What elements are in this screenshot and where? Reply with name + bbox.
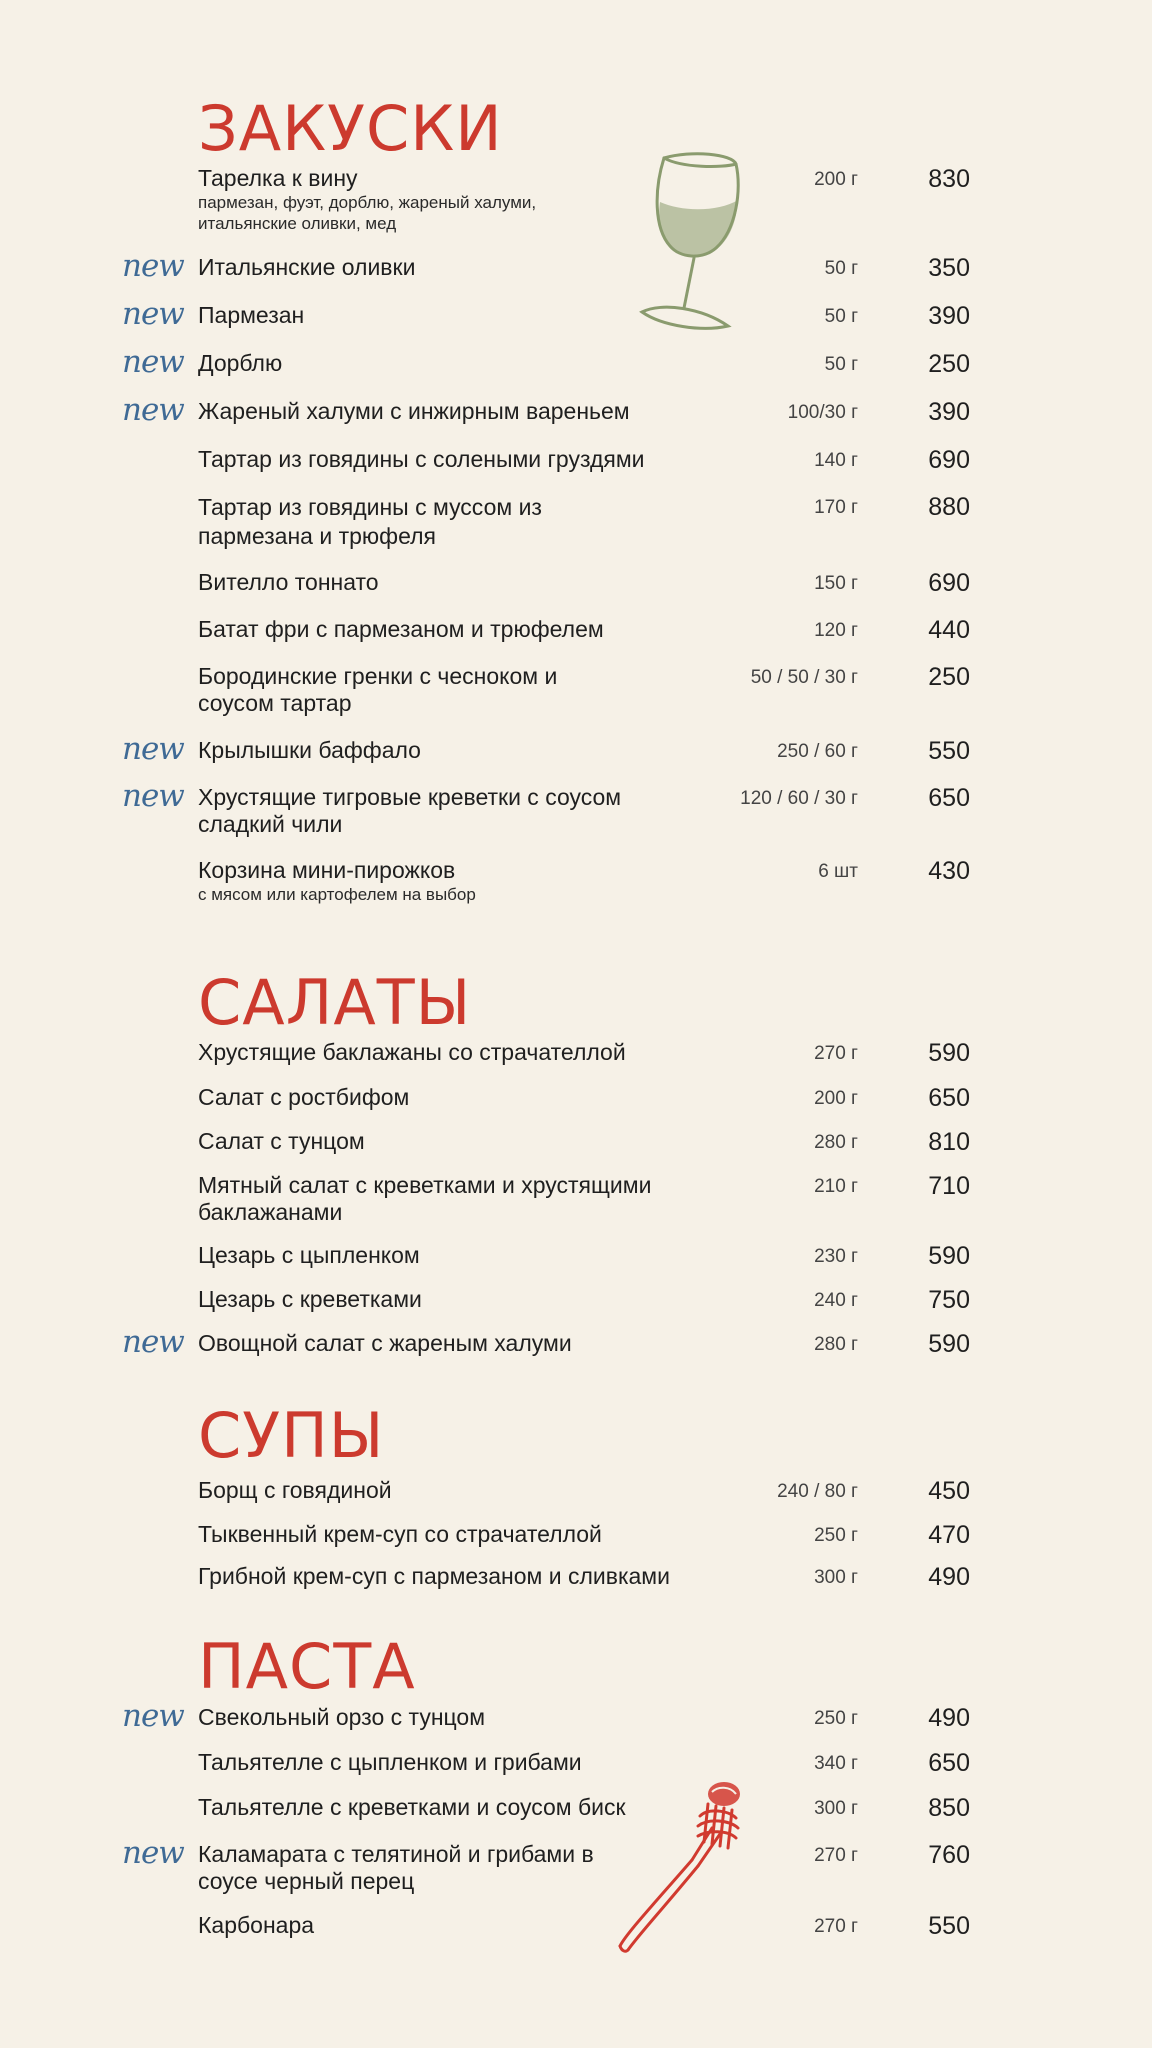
item-weight: 140 г <box>814 450 858 471</box>
item-name: Салат с ростбифом <box>198 1084 410 1110</box>
item-name: Карбонара <box>198 1912 315 1938</box>
item-weight: 50 / 50 / 30 г <box>750 667 858 688</box>
item-weight: 250 / 60 г <box>777 741 858 762</box>
item-weight: 50 г <box>824 354 858 375</box>
section-title-salads: САЛАТЫ <box>198 966 472 1039</box>
item-price: 550 <box>928 737 970 765</box>
item-name: Тальятелле с креветками и соусом биск <box>198 1794 626 1820</box>
item-weight: 210 г <box>814 1176 858 1197</box>
item-name: Мятный салат с креветками и хрустящими баклажанами <box>198 1172 652 1225</box>
item-weight: 250 г <box>814 1525 858 1546</box>
item-price: 590 <box>928 1330 970 1358</box>
item-weight: 270 г <box>814 1845 858 1866</box>
item-name: Тарелка к вину <box>198 165 358 191</box>
item-name: Цезарь с креветками <box>198 1286 422 1312</box>
item-price: 430 <box>928 857 970 885</box>
item-price: 710 <box>928 1172 970 1200</box>
item-weight: 200 г <box>814 169 858 190</box>
section-title-pasta: ПАСТА <box>198 1630 416 1703</box>
item-price: 830 <box>928 165 970 193</box>
item-price: 880 <box>928 493 970 521</box>
new-badge: new <box>122 392 184 428</box>
item-price: 470 <box>928 1521 970 1549</box>
item-name: Пармезан <box>198 302 305 328</box>
item-weight: 240 / 80 г <box>777 1481 858 1502</box>
item-weight: 50 г <box>824 306 858 327</box>
new-badge: new <box>122 1698 184 1734</box>
item-description: пармезан, фуэт, дорблю, жареный халуми, итальянские оливки, мед <box>198 193 537 233</box>
item-price: 490 <box>928 1563 970 1591</box>
new-badge: new <box>122 296 184 332</box>
item-weight: 270 г <box>814 1043 858 1064</box>
item-weight: 280 г <box>814 1132 858 1153</box>
item-name: Борщ с говядиной <box>198 1477 392 1503</box>
item-price: 250 <box>928 350 970 378</box>
item-weight: 6 шт <box>818 861 858 882</box>
section-title-soups: СУПЫ <box>198 1399 385 1472</box>
item-name: Жареный халуми с инжирным вареньем <box>198 398 630 424</box>
item-weight: 230 г <box>814 1246 858 1267</box>
item-name: Тыквенный крем-суп со страчателлой <box>198 1521 602 1547</box>
item-name: Овощной салат с жареным халуми <box>198 1330 572 1356</box>
item-name: Дорблю <box>198 350 283 376</box>
new-badge: new <box>122 731 184 767</box>
item-weight: 170 г <box>814 497 858 518</box>
item-price: 850 <box>928 1794 970 1822</box>
item-name: Бородинские гренки с чесноком и соусом тартар <box>198 663 558 716</box>
item-name: Вителло тоннато <box>198 569 379 595</box>
item-price: 750 <box>928 1286 970 1314</box>
item-name: Свекольный орзо с тунцом <box>198 1704 486 1730</box>
item-price: 250 <box>928 663 970 691</box>
item-price: 810 <box>928 1128 970 1156</box>
item-weight: 100/30 г <box>787 402 858 423</box>
item-weight: 50 г <box>824 258 858 279</box>
item-name: Батат фри с пармезаном и трюфелем <box>198 616 604 642</box>
item-name: Хрустящие тигровые креветки с соусом сладкий чили <box>198 784 622 837</box>
item-name: Крылышки баффало <box>198 737 421 763</box>
item-price: 760 <box>928 1841 970 1869</box>
item-description: с мясом или картофелем на выбор <box>198 885 476 904</box>
item-name: Хрустящие баклажаны со страчателлой <box>198 1039 626 1065</box>
item-price: 390 <box>928 398 970 426</box>
item-price: 390 <box>928 302 970 330</box>
item-weight: 280 г <box>814 1334 858 1355</box>
item-price: 450 <box>928 1477 970 1505</box>
item-name: Тартар из говядины с муссом из пармезана и трюфеля <box>198 494 542 549</box>
item-name: Цезарь с цыпленком <box>198 1242 420 1268</box>
item-price: 590 <box>928 1039 970 1067</box>
item-price: 690 <box>928 446 970 474</box>
item-weight: 200 г <box>814 1088 858 1109</box>
item-price: 350 <box>928 254 970 282</box>
item-price: 650 <box>928 784 970 812</box>
item-name: Каламарата с телятиной и грибами в соусе черный перец <box>198 1841 594 1894</box>
section-title-snacks: ЗАКУСКИ <box>198 92 503 165</box>
item-name: Грибной крем-суп с пармезаном и сливками <box>198 1563 670 1589</box>
item-weight: 300 г <box>814 1567 858 1588</box>
item-weight: 250 г <box>814 1708 858 1729</box>
new-badge: new <box>122 344 184 380</box>
item-price: 690 <box>928 569 970 597</box>
item-name: Итальянские оливки <box>198 254 416 280</box>
item-weight: 340 г <box>814 1753 858 1774</box>
item-weight: 240 г <box>814 1290 858 1311</box>
item-name: Тальятелле с цыпленком и грибами <box>198 1749 582 1775</box>
new-badge: new <box>122 778 184 814</box>
item-weight: 300 г <box>814 1798 858 1819</box>
item-name: Тартар из говядины с солеными груздями <box>198 446 645 472</box>
item-price: 550 <box>928 1912 970 1940</box>
item-price: 490 <box>928 1704 970 1732</box>
item-price: 440 <box>928 616 970 644</box>
item-name: Салат с тунцом <box>198 1128 365 1154</box>
new-badge: new <box>122 1835 184 1871</box>
item-price: 650 <box>928 1749 970 1777</box>
new-badge: new <box>122 1324 184 1360</box>
item-price: 650 <box>928 1084 970 1112</box>
item-weight: 120 г <box>814 620 858 641</box>
item-weight: 150 г <box>814 573 858 594</box>
item-name: Корзина мини-пирожков <box>198 857 456 883</box>
new-badge: new <box>122 248 184 284</box>
item-weight: 270 г <box>814 1916 858 1937</box>
item-price: 590 <box>928 1242 970 1270</box>
item-weight: 120 / 60 / 30 г <box>740 788 858 809</box>
